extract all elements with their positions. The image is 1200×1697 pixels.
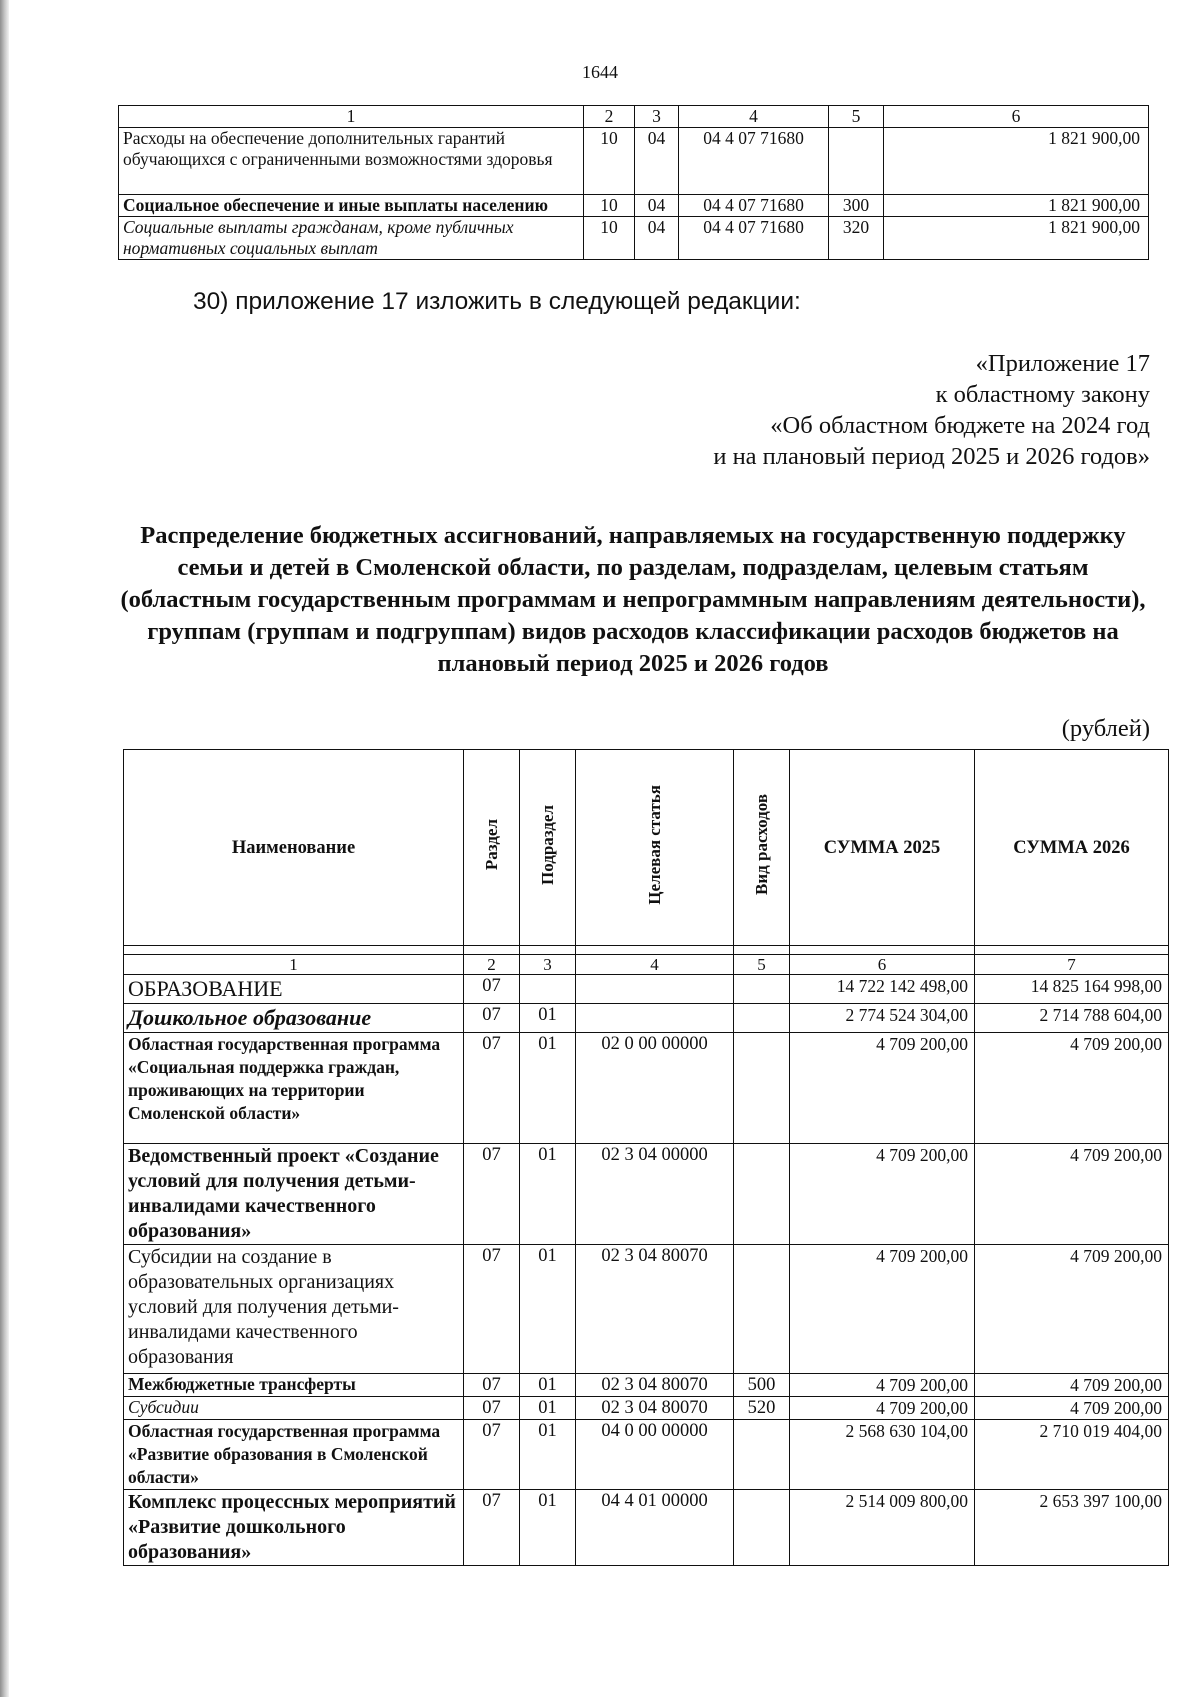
row-razdel: 07	[464, 1144, 520, 1245]
header-vid-label: Вид расходов	[751, 794, 771, 895]
row-sum2025: 4 709 200,00	[790, 1144, 975, 1245]
table-row	[124, 1004, 1169, 1033]
index-cell: 1	[124, 955, 464, 975]
row-podrazdel: 01	[520, 1374, 576, 1397]
table-row	[119, 195, 1149, 217]
row-name: Ведомственный проект «Создание условий для получения детьми-инвалидами качественного образования»	[124, 1144, 464, 1245]
table-row	[119, 128, 1149, 195]
table-row	[124, 1245, 1169, 1374]
index-cell: 2	[464, 955, 520, 975]
row-tsel	[576, 1004, 734, 1033]
row-razdel: 07	[464, 1245, 520, 1374]
table-row	[124, 1144, 1169, 1245]
row-tsel: 02 3 04 80070	[576, 1397, 734, 1420]
table-row	[124, 1374, 1169, 1397]
header-razdel	[464, 750, 520, 946]
row-name: Дошкольное образование	[124, 1004, 464, 1033]
row-podrazdel	[520, 975, 576, 1004]
row-vid	[734, 1245, 790, 1374]
header-sum-2026: СУММА 2026	[975, 750, 1169, 946]
row-sum2026: 2 714 788 604,00	[975, 1004, 1169, 1033]
row-vid: 320	[829, 217, 884, 260]
row-sum2026: 4 709 200,00	[975, 1397, 1169, 1420]
table-row	[124, 1420, 1169, 1490]
row-tsel	[576, 975, 734, 1004]
row-razdel: 07	[464, 1374, 520, 1397]
row-podrazdel: 01	[520, 1490, 576, 1566]
row-tsel: 04 4 07 71680	[679, 195, 829, 217]
header-tsel-label: Целевая статья	[644, 784, 664, 905]
header-podrazdel-label: Подраздел	[537, 804, 557, 885]
budget-table	[123, 749, 1169, 1566]
row-sum2026: 4 709 200,00	[975, 1144, 1169, 1245]
budget-rows	[124, 975, 1169, 1566]
row-razdel: 07	[464, 1490, 520, 1566]
row-razdel: 10	[584, 217, 635, 260]
row-vid	[734, 1004, 790, 1033]
row-name: Расходы на обеспечение дополнительных гарантий обучающихся с ограниченными возможностями здоровья	[119, 128, 584, 195]
row-name: Субсидии	[124, 1397, 464, 1420]
index-cell: 5	[734, 955, 790, 975]
header-cell: 3	[635, 106, 679, 128]
row-vid	[829, 128, 884, 195]
header-cell: 1	[119, 106, 584, 128]
row-vid: 500	[734, 1374, 790, 1397]
row-razdel: 10	[584, 195, 635, 217]
amendment-text: 30) приложение 17 изложить в следующей редакции:	[193, 288, 801, 315]
table-row	[124, 1490, 1169, 1566]
document-title: Распределение бюджетных ассигнований, направляемых на государственную поддержку семьи и детей в Смоленской области, по разделам, подразделам, целевым статьям (областным государственным программам и непрограммным направлениям деятельности), группам (группам и подгруппам) видов расходов классификации расходов бюджетов на плановый период 2025 и 2026 годов	[120, 522, 1146, 677]
spacer-row	[124, 946, 1169, 955]
row-tsel: 02 3 04 80070	[576, 1374, 734, 1397]
row-name: Социальное обеспечение и иные выплаты населению	[119, 195, 584, 217]
row-podrazdel: 04	[635, 128, 679, 195]
row-vid	[734, 1420, 790, 1490]
row-sum2025: 4 709 200,00	[790, 1033, 975, 1144]
scan-edge	[0, 0, 9, 1697]
continuation-header-row	[119, 106, 1149, 128]
row-name: ОБРАЗОВАНИЕ	[124, 975, 464, 1004]
index-cell: 6	[790, 955, 975, 975]
row-summa: 1 821 900,00	[884, 195, 1149, 217]
row-tsel: 02 3 04 80070	[576, 1245, 734, 1374]
row-sum2025: 2 774 524 304,00	[790, 1004, 975, 1033]
table-row	[124, 1033, 1169, 1144]
row-podrazdel: 01	[520, 1397, 576, 1420]
header-tsel	[576, 750, 734, 946]
units-label: (рублей)	[1061, 715, 1150, 742]
column-index-row	[124, 955, 1169, 975]
appendix-line: к областному закону	[935, 381, 1150, 408]
page-number: 1644	[582, 62, 618, 82]
row-name: Межбюджетные трансферты	[124, 1374, 464, 1397]
row-name: Областная государственная программа «Социальная поддержка граждан, проживающих на территории Смоленской области»	[124, 1033, 464, 1144]
row-sum2026: 14 825 164 998,00	[975, 975, 1169, 1004]
row-summa: 1 821 900,00	[884, 128, 1149, 195]
row-razdel: 10	[584, 128, 635, 195]
appendix-line: и на плановый период 2025 и 2026 годов»	[713, 443, 1150, 470]
appendix-line: «Об областном бюджете на 2024 год	[770, 412, 1150, 439]
row-vid: 520	[734, 1397, 790, 1420]
row-sum2025: 4 709 200,00	[790, 1397, 975, 1420]
row-razdel: 07	[464, 1397, 520, 1420]
row-tsel: 04 4 07 71680	[679, 217, 829, 260]
table-row	[124, 975, 1169, 1004]
row-sum2026: 4 709 200,00	[975, 1033, 1169, 1144]
table-header-row	[124, 750, 1169, 946]
row-summa: 1 821 900,00	[884, 217, 1149, 260]
row-name: Социальные выплаты гражданам, кроме публичных нормативных социальных выплат	[119, 217, 584, 260]
row-sum2025: 2 568 630 104,00	[790, 1420, 975, 1490]
row-sum2026: 4 709 200,00	[975, 1374, 1169, 1397]
row-sum2025: 14 722 142 498,00	[790, 975, 975, 1004]
row-razdel: 07	[464, 975, 520, 1004]
row-vid: 300	[829, 195, 884, 217]
row-podrazdel: 01	[520, 1420, 576, 1490]
row-tsel: 04 0 00 00000	[576, 1420, 734, 1490]
row-podrazdel: 01	[520, 1033, 576, 1144]
row-name: Субсидии на создание в образовательных организациях условий для получения детьми-инвалидами качественного образования	[124, 1245, 464, 1374]
header-sum-2025: СУММА 2025	[790, 750, 975, 946]
header-podrazdel	[520, 750, 576, 946]
row-razdel: 07	[464, 1420, 520, 1490]
row-tsel: 02 3 04 00000	[576, 1144, 734, 1245]
row-sum2026: 4 709 200,00	[975, 1245, 1169, 1374]
row-name: Областная государственная программа «Развитие образования в Смоленской области»	[124, 1420, 464, 1490]
row-podrazdel: 04	[635, 217, 679, 260]
row-razdel: 07	[464, 1004, 520, 1033]
row-sum2026: 2 710 019 404,00	[975, 1420, 1169, 1490]
row-tsel: 02 0 00 00000	[576, 1033, 734, 1144]
row-sum2025: 4 709 200,00	[790, 1245, 975, 1374]
row-sum2026: 2 653 397 100,00	[975, 1490, 1169, 1566]
continuation-table	[118, 105, 1149, 260]
header-vid	[734, 750, 790, 946]
row-vid	[734, 1144, 790, 1245]
row-sum2025: 4 709 200,00	[790, 1374, 975, 1397]
row-podrazdel: 04	[635, 195, 679, 217]
header-name: Наименование	[124, 750, 464, 946]
table-row	[119, 217, 1149, 260]
row-vid	[734, 1490, 790, 1566]
row-vid	[734, 975, 790, 1004]
header-razdel-label: Раздел	[481, 818, 501, 871]
row-razdel: 07	[464, 1033, 520, 1144]
index-cell: 4	[576, 955, 734, 975]
row-name: Комплекс процессных мероприятий «Развитие дошкольного образования»	[124, 1490, 464, 1566]
header-cell: 2	[584, 106, 635, 128]
row-sum2025: 2 514 009 800,00	[790, 1490, 975, 1566]
row-podrazdel: 01	[520, 1144, 576, 1245]
row-vid	[734, 1033, 790, 1144]
row-tsel: 04 4 01 00000	[576, 1490, 734, 1566]
appendix-header	[713, 348, 1150, 472]
header-cell: 6	[884, 106, 1149, 128]
row-podrazdel: 01	[520, 1245, 576, 1374]
row-tsel: 04 4 07 71680	[679, 128, 829, 195]
appendix-line: «Приложение 17	[975, 350, 1150, 377]
row-podrazdel: 01	[520, 1004, 576, 1033]
index-cell: 3	[520, 955, 576, 975]
header-cell: 5	[829, 106, 884, 128]
header-cell: 4	[679, 106, 829, 128]
index-cell: 7	[975, 955, 1169, 975]
table-row	[124, 1397, 1169, 1420]
